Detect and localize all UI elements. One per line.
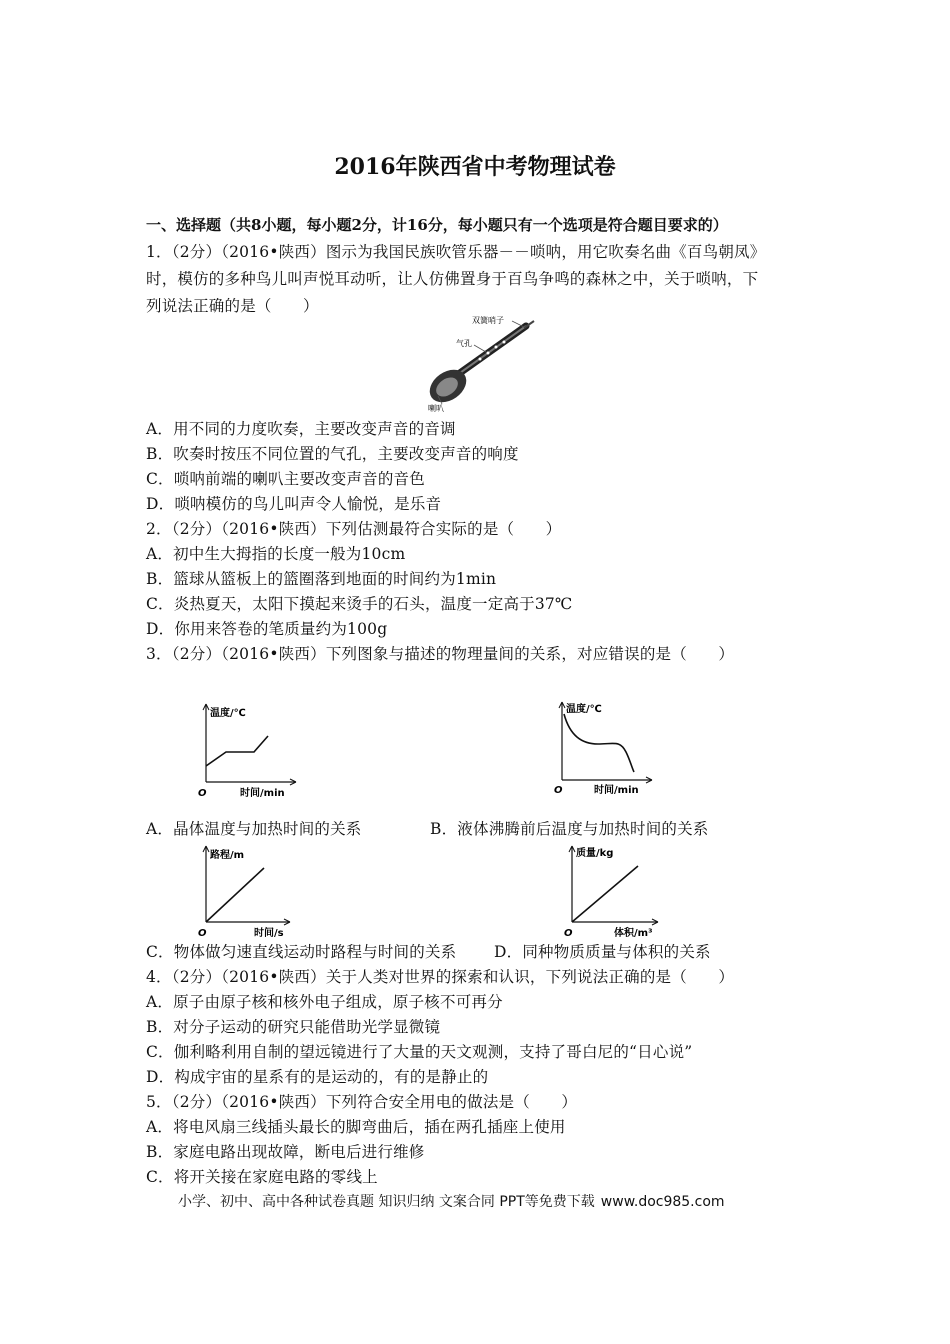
label-bell: 喇叭 [428, 404, 444, 413]
q2-option-b: B．篮球从篮板上的篮圈落到地面的时间约为1min [146, 570, 497, 588]
q4-stem: 4．（2分）（2016•陕西）关于人类对世界的探索和认识，下列说法正确的是（ ） [146, 968, 735, 986]
q1-option-a: A．用不同的力度吹奏，主要改变声音的音调 [146, 420, 456, 438]
q2-option-a: A．初中生大拇指的长度一般为10cm [146, 545, 406, 563]
suona-figure [420, 312, 540, 414]
q5-stem: 5．（2分）（2016•陕西）下列符合安全用电的做法是（ ） [146, 1093, 578, 1111]
hole-3 [495, 346, 498, 349]
graph-d-origin: O [564, 928, 573, 939]
q5-option-c: C．将开关接在家庭电路的零线上 [146, 1168, 378, 1186]
q3-stem: 3．（2分）（2016•陕西）下列图象与描述的物理量间的关系，对应错误的是（ ） [146, 645, 735, 663]
graph-d-ylabel: 质量/kg [576, 848, 614, 859]
q4-option-d: D．构成宇宙的星系有的是运动的，有的是静止的 [146, 1068, 489, 1086]
graph-a-xlabel: 时间/min [240, 788, 285, 799]
graph-b [548, 696, 660, 800]
graph-b-ylabel: 温度/℃ [566, 704, 602, 715]
graph-c-ylabel: 路程/m [210, 850, 245, 861]
graph-c-xlabel: 时间/s [254, 928, 284, 939]
graph-c [192, 838, 304, 942]
graph-b-xlabel: 时间/min [594, 785, 639, 796]
q5-option-a: A．将电风扇三线插头最长的脚弯曲后，插在两孔插座上使用 [146, 1118, 566, 1136]
hole-2 [487, 352, 490, 355]
page-footer [178, 1191, 725, 1211]
q3-caption-d: D．同种物质质量与体积的关系 [494, 943, 711, 961]
q5-option-b: B．家庭电路出现故障，断电后进行维修 [146, 1143, 425, 1161]
graph-c-line [206, 868, 264, 922]
q4-option-c: C．伽利略利用自制的望远镜进行了大量的天文观测，支持了哥白尼的“日心说” [146, 1043, 693, 1061]
document-title: 2016年陕西省中考物理试卷 [334, 154, 616, 180]
q2-stem: 2．（2分）（2016•陕西）下列估测最符合实际的是（ ） [146, 520, 562, 538]
q2-option-c: C．炎热夏天，太阳下摸起来烫手的石头，温度一定高于37℃ [146, 595, 573, 613]
q1-stem-line-1: 1．（2分）（2016•陕西）图示为我国民族吹管乐器－－唢呐，用它吹奏名曲《百鸟朝凤》 [146, 243, 766, 261]
graph-d [558, 838, 670, 942]
graph-a-curve [206, 736, 268, 766]
q2-option-d: D．你用来答卷的笔质量约为100g [146, 620, 388, 638]
graph-a-origin: O [198, 788, 207, 799]
q4-option-a: A．原子由原子核和核外电子组成，原子核不可再分 [146, 993, 503, 1011]
label-reed: 双簧哨子 [472, 316, 504, 325]
graph-d-line [572, 866, 638, 922]
section-heading: 一、选择题（共8小题，每小题2分，计16分，每小题只有一个选项是符合题目要求的） [146, 216, 728, 234]
footer-url[interactable]: www.doc985.com [600, 1194, 725, 1210]
q1-option-c: C．唢呐前端的喇叭主要改变声音的音色 [146, 470, 425, 488]
graph-c-origin: O [198, 928, 207, 939]
q1-stem-line-3: 列说法正确的是（ ） [146, 297, 319, 315]
graph-a [192, 698, 304, 802]
q3-caption-b: B．液体沸腾前后温度与加热时间的关系 [430, 820, 709, 838]
graph-a-ylabel: 温度/℃ [210, 708, 246, 719]
footer-text: 小学、初中、高中各种试卷真题 知识归纳 文案合同 PPT等免费下载 [178, 1194, 595, 1210]
q3-caption-c: C．物体做匀速直线运动时路程与时间的关系 [146, 943, 457, 961]
q1-option-b: B．吹奏时按压不同位置的气孔，主要改变声音的响度 [146, 445, 519, 463]
graph-b-curve [564, 714, 634, 772]
hole-leader [474, 345, 486, 352]
q1-stem-line-2: 时，模仿的多种鸟儿叫声悦耳动听，让人仿佛置身于百鸟争鸣的森林之中，关于唢呐，下 [146, 270, 759, 288]
hole-1 [479, 358, 482, 361]
hole-4 [503, 341, 506, 344]
q4-option-b: B．对分子运动的研究只能借助光学显微镜 [146, 1018, 441, 1036]
q1-option-d: D．唢呐模仿的鸟儿叫声令人愉悦，是乐音 [146, 495, 442, 513]
graph-b-origin: O [554, 785, 563, 796]
reed-leader [512, 321, 524, 327]
graph-d-xlabel: 体积/m³ [614, 928, 653, 939]
q3-caption-a: A．晶体温度与加热时间的关系 [146, 820, 362, 838]
label-hole: 气孔 [456, 339, 472, 348]
